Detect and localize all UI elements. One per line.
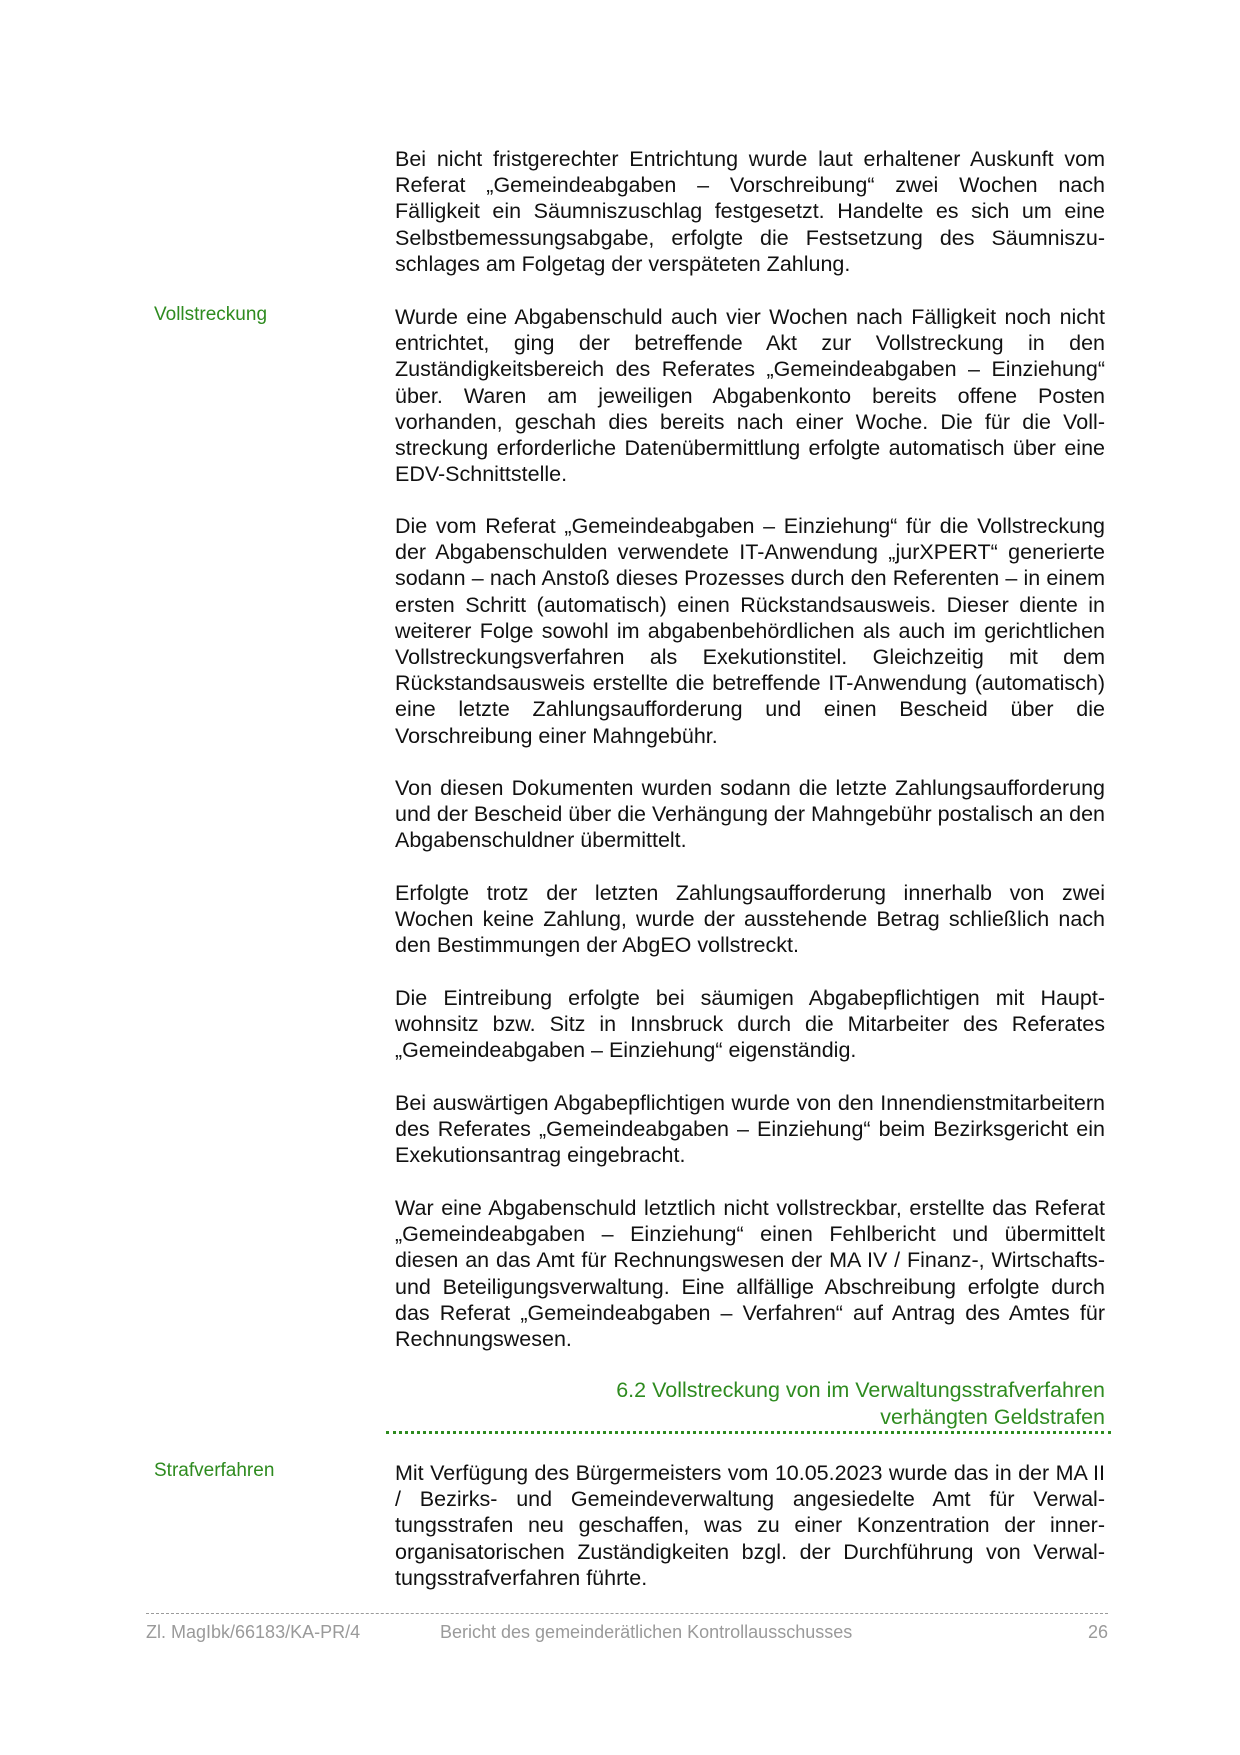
paragraph-jurxpert: Die vom Referat „Gemeindeabgaben – Einziehung“ für die Vollstreckung der Abgabenschulden verwendete IT-Anwendung „jurXPERT“ generierte sodann – nach Anstoß dieses Prozesses durch den Referenten – in einem ersten Schritt (automatisch) einen Rückstandsausweis. Dieser diente in weiterer Folge sowohl im abgabenbehördlichen als auch im gerichtlichen Vollstreckungsverfahren als Exekutionstitel. Gleichzeitig mit dem Rückstandsausweis erstellte die betreffende IT-Anwendung (automatisch) eine letzte Zahlungsaufforderung und einen Bescheid über die Vorschreibung einer Mahngebühr. bbox=[395, 514, 1105, 748]
paragraph-vollstreckung-uebergang: Wurde eine Abgabenschuld auch vier Wochen nach Fälligkeit noch nicht entrichtet, ging der betreffende Akt zur Vollstreckung in den Zuständigkeitsbereich des Referates „Gemeindeabgaben – Einziehung“ über. Waren am jeweiligen Abgabenkonto bereits offene Posten vorhanden, geschah dies bereits nach einer Woche. Die für die Vollstreckung erforderliche Datenübermittlung erfolgte automatisch über eine EDV-Schnittstelle. bbox=[395, 305, 1105, 487]
paragraph-dokumente-uebermittlung: Von diesen Dokumenten wurden sodann die letzte Zahlungsaufforderung und der Bescheid über die Verhängung der Mahngebühr postalisch an den Abgabenschuldner übermittelt. bbox=[395, 776, 1106, 853]
paragraph-abgeo-vollstreckung: Erfolgte trotz der letzten Zahlungsaufforderung innerhalb von zwei Wochen keine Zahlung, wurde der ausstehende Betrag schließlich nach den Bestimmungen der AbgEO vollstreckt. bbox=[395, 881, 1105, 958]
section-heading-rule bbox=[386, 1431, 1111, 1434]
paragraph-saeumniszuschlag: Bei nicht fristgerechter Entrichtung wurde laut erhaltener Auskunft vom Referat „Gemeindeabgaben – Vorschreibung“ zwei Wochen nach Fälligkeit ein Säumniszuschlag festgesetzt. Handelte es sich um eine Selbstbemessungsabgabe, erfolgte die Festsetzung des Säumniszuschlages am Folgetag der verspäteten Zahlung. bbox=[395, 147, 1105, 276]
side-label-vollstreckung: Vollstreckung bbox=[154, 304, 268, 325]
footer-page-number: 26 bbox=[1087, 1622, 1108, 1642]
section-heading-6-2 bbox=[395, 1377, 1105, 1430]
footer-report-title: Bericht des gemeinderätlichen Kontrollausschusses bbox=[440, 1622, 853, 1642]
paragraph-amt-verwaltungsstrafen: Mit Verfügung des Bürgermeisters vom 10.05.2023 wurde das in der MA II / Bezirks- und Gemeindeverwaltung angesiedelte Amt für Verwaltungsstrafen neu geschaffen, was zu einer Konzentration der innerorganisatorischen Zuständigkeiten bzgl. der Durchführung von Verwaltungsstrafverfahren führte. bbox=[395, 1461, 1105, 1590]
footer-reference: Zl. MagIbk/66183/KA-PR/4 bbox=[146, 1622, 361, 1642]
paragraph-auswaertige: Bei auswärtigen Abgabepflichtigen wurde von den Innendienstmitarbeitern des Referates „Gemeindeabgaben – Einziehung“ beim Bezirksgericht ein Exekutionsantrag eingebracht. bbox=[395, 1091, 1105, 1168]
side-label-strafverfahren: Strafverfahren bbox=[154, 1460, 275, 1481]
section-heading-line-1: 6.2 Vollstreckung von im Verwaltungsstrafverfahren bbox=[616, 1378, 1105, 1402]
paragraph-fehlbericht: War eine Abgabenschuld letztlich nicht vollstreckbar, erstellte das Referat „Gemeindeabgaben – Einziehung“ einen Fehlbericht und übermittelt diesen an das Amt für Rechnungswesen der MA IV / Finanz-, Wirtschafts- und Beteiligungsverwaltung. Eine allfällige Abschreibung erfolgte durch das Referat „Gemeindeabgaben – Verfahren“ auf Antrag des Amtes für Rechnungswesen. bbox=[395, 1196, 1105, 1352]
footer-rule bbox=[146, 1613, 1108, 1614]
paragraph-eintreibung-innsbruck: Die Eintreibung erfolgte bei säumigen Abgabepflichtigen mit Hauptwohnsitz bzw. Sitz in Innsbruck durch die Mitarbeiter des Referates „Gemeindeabgaben – Einziehung“ eigenständig. bbox=[395, 986, 1105, 1063]
section-heading-line-2: verhängten Geldstrafen bbox=[880, 1404, 1105, 1429]
